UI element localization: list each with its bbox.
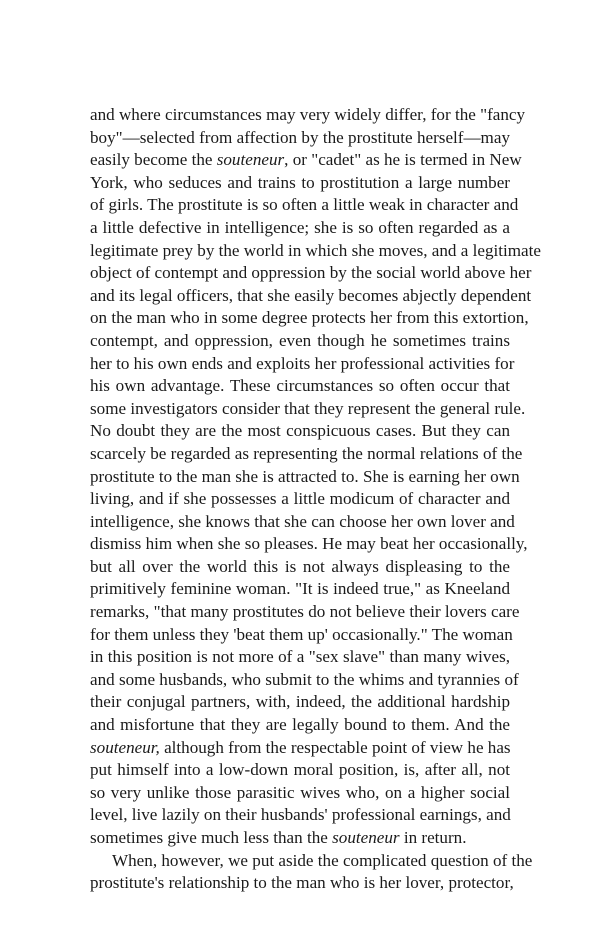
text-line [90, 466, 520, 489]
text-line [90, 827, 510, 850]
text-line [90, 330, 510, 353]
text-line [90, 691, 510, 714]
text-run: prostitute to the man she is attracted to. She is earning her own [90, 466, 520, 486]
text-run: remarks, "that many prostitutes do not believe their lovers care [90, 602, 520, 622]
text-run: her to his own ends and exploits her professional activities for [90, 353, 515, 373]
text-line [90, 398, 526, 421]
text-run: in return. [399, 828, 467, 847]
text-line [90, 714, 510, 737]
text-line [90, 578, 510, 601]
body-text [90, 104, 541, 895]
italic-text: souteneur [216, 150, 285, 170]
text-line [90, 850, 533, 873]
text-line [90, 601, 520, 624]
text-line [90, 669, 519, 692]
text-line [90, 172, 510, 195]
text-line [90, 194, 519, 217]
text-line [90, 737, 510, 760]
text-run: of girls. The prostitute is so often a little weak in character and [90, 195, 519, 215]
text-line [90, 104, 526, 127]
text-line [90, 872, 514, 895]
text-line [90, 353, 515, 376]
text-line [90, 285, 532, 308]
text-line [90, 782, 510, 805]
text-run: primitively feminine woman. "It is indeed true," as Kneeland [90, 579, 510, 599]
text-line [90, 804, 510, 827]
text-line [90, 533, 528, 556]
text-run: so very unlike those parasitic wives who, on a higher social [90, 782, 510, 802]
text-run: his own advantage. These circumstances so often occur that [90, 376, 510, 396]
text-run: prostitute's relationship to the man who is her lover, protector, [90, 873, 514, 893]
text-run: a little defective in intelligence; she is so often regarded as a [90, 217, 510, 237]
text-run: and its legal officers, that she easily becomes abjectly dependent [90, 285, 532, 305]
text-run: boy"—selected from affection by the prostitute herself—may [90, 127, 510, 147]
text-line [90, 262, 532, 285]
text-line [90, 127, 510, 150]
text-run: some investigators consider that they represent the general rule. [90, 398, 526, 418]
text-run: easily become the [90, 150, 217, 170]
text-run: intelligence, she knows that she can choose her own lover and [90, 511, 515, 531]
paragraph [90, 104, 541, 850]
text-run: and misfortune that they are legally bound to them. And the [90, 715, 510, 735]
text-run: put himself into a low-down moral position, is, after all, not [90, 760, 510, 780]
text-run: contempt, and oppression, even though he sometimes trains [90, 330, 510, 350]
text-run: level, live lazily on their husbands' professional earnings, and [90, 805, 511, 825]
text-run: on the man who in some degree protects her from this extortion, [90, 308, 529, 328]
text-line [90, 646, 510, 669]
text-line [90, 375, 510, 398]
text-run: object of contempt and oppression by the social world above her [90, 263, 532, 283]
text-line [90, 443, 523, 466]
text-run: When, however, we put aside the complicated question of the [112, 850, 533, 870]
text-line [90, 556, 510, 579]
text-run: scarcely be regarded as representing the normal relations of the [90, 443, 523, 463]
italic-text: souteneur, [90, 737, 160, 757]
text-run: and where circumstances may very widely differ, for the "fancy [90, 105, 526, 124]
text-run: their conjugal partners, with, indeed, the additional hardship [90, 692, 510, 712]
text-line [90, 759, 510, 782]
text-line [90, 488, 510, 511]
text-run: legitimate prey by the world in which she moves, and a legitimate [90, 240, 541, 260]
text-run: in this position is not more of a "sex slave" than many wives, [90, 647, 510, 667]
italic-text: souteneur [332, 828, 400, 847]
text-run: for them unless they 'beat them up' occasionally." The woman [90, 624, 513, 644]
text-run: living, and if she possesses a little modicum of character and [90, 489, 510, 509]
text-run: but all over the world this is not always displeasing to the [90, 556, 510, 576]
paragraph [90, 850, 533, 895]
text-line [90, 307, 529, 330]
text-run: sometimes give much less than the [90, 828, 333, 847]
text-line [90, 624, 513, 647]
text-run: dismiss him when she so pleases. He may beat her occasionally, [90, 534, 528, 554]
text-line [90, 420, 510, 443]
text-line [90, 149, 522, 172]
text-run: No doubt they are the most conspicuous cases. But they can [90, 421, 510, 441]
text-line [90, 217, 510, 240]
text-line [90, 240, 541, 263]
text-run: although from the respectable point of view he has [159, 737, 511, 757]
text-run: and some husbands, who submit to the whims and tyrannies of [90, 669, 519, 689]
text-line [90, 511, 515, 534]
text-run: , or "cadet" as he is termed in New [284, 150, 522, 170]
text-run: York, who seduces and trains to prostitution a large number [90, 172, 510, 192]
